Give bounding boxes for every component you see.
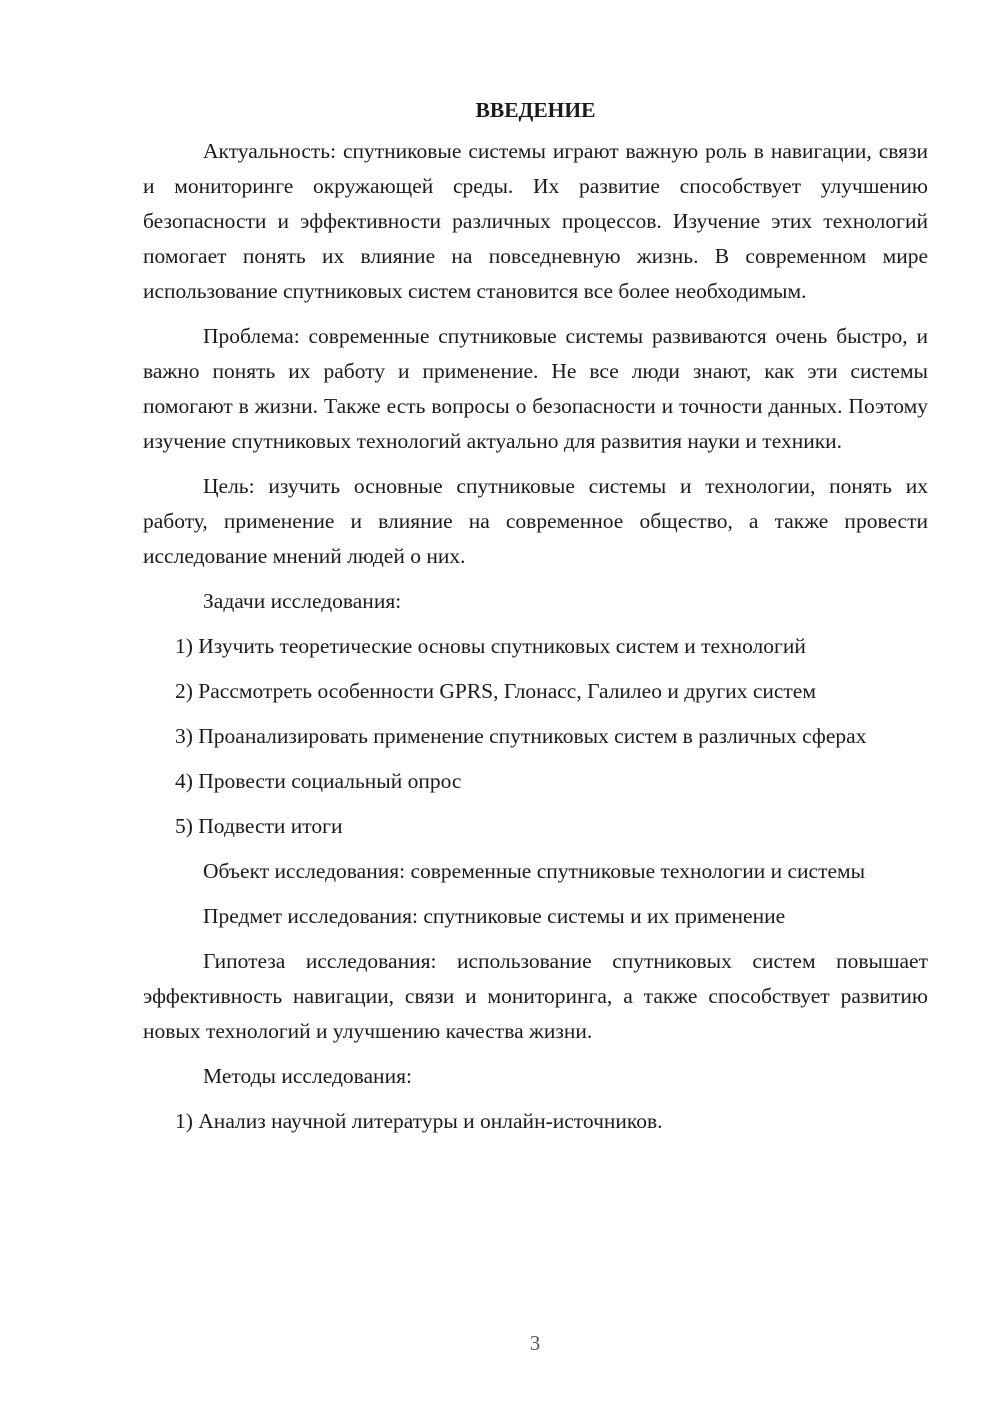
paragraph-hypothesis: Гипотеза исследования: использование спутниковых систем повышает эффективность навигации, связи и мониторинга, а также способствует развитию новых технологий и улучшению качества жизни. [143,949,928,1043]
method-item-1: 1) Анализ научной литературы и онлайн-источников. [175,1109,663,1133]
paragraph-subject: Предмет исследования: спутниковые системы и их применение [203,904,786,928]
paragraph-problem: Проблема: современные спутниковые системы развиваются очень быстро, и важно понять их работу и применение. Не все люди знают, как эти системы помогают в жизни. Также есть вопросы о безопасности и точности данных. Поэтому изучение спутниковых технологий актуально для развития науки и техники. [143,324,928,453]
task-item-3: 3) Проанализировать применение спутниковых систем в различных сферах [175,724,867,748]
paragraph-relevance: Актуальность: спутниковые системы играют важную роль в навигации, связи и мониторинге окружающей среды. Их развитие способствует улучшению безопасности и эффективности различных процессов. Изучение этих технологий помогает понять их влияние на повседневную жизнь. В современном мире использование спутниковых систем становится все более необходимым. [143,139,928,303]
task-item-5: 5) Подвести итоги [175,814,343,838]
methods-heading: Методы исследования: [203,1064,412,1088]
task-item-4: 4) Провести социальный опрос [175,769,462,793]
task-item-2: 2) Рассмотреть особенности GPRS, Глонасс, Галилео и других систем [175,679,816,703]
page-title: ВВЕДЕНИЕ [475,98,596,122]
page-content [143,92,928,1149]
tasks-heading: Задачи исследования: [203,589,402,613]
page-number: 3 [529,1331,541,1355]
paragraph-goal: Цель: изучить основные спутниковые системы и технологии, понять их работу, применение и влияние на современное общество, а также провести исследование мнений людей о них. [143,474,928,568]
paragraph-object: Объект исследования: современные спутниковые технологии и системы [203,859,866,883]
task-item-1: 1) Изучить теоретические основы спутниковых систем и технологий [175,634,806,658]
